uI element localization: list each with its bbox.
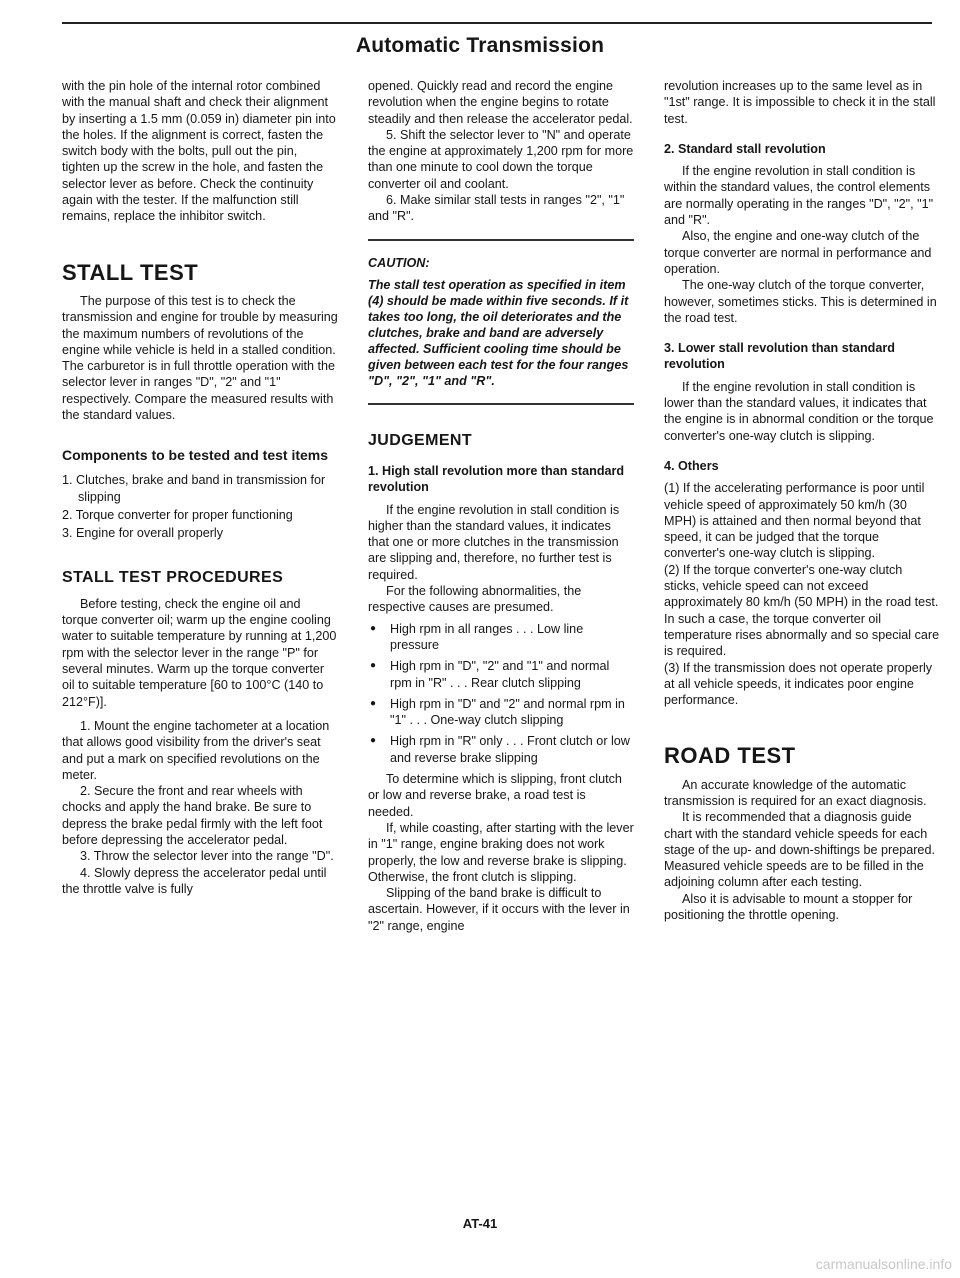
stall-test-heading: STALL TEST [62, 259, 199, 285]
others-item: (3) If the transmission does not operate properly at all vehicle speeds, it indicates poor engine performance. [664, 660, 933, 708]
procedure-step: 3. Throw the selector lever into the range "D". [80, 849, 334, 864]
stall-test-paragraph: The purpose of this test is to check the transmission and engine for trouble by measuring the maximum numbers of revolutions of the engine while vehicle is held in a stalled condition. The carburetor is in full throttle operation with the selector lever in ranges "D", "2" and "1" respectively. Compare the measured results with the standard values. [62, 293, 338, 423]
list-item: ● High rpm in all ranges . . . Low line pressure [368, 621, 634, 654]
column-right [664, 78, 940, 923]
procedures-intro: Before testing, check the engine oil and torque converter oil; warm up the engine cooling water to suitable temperature by running at 1,200 rpm with the selector lever in the range "P" for several minutes. Warm up the torque converter oil to suitable temperature [60 to 100°C (140 to 212°F)]. [62, 596, 337, 709]
procedure-step: 1. Mount the engine tachometer at a location that allows good visibility from the driver's seat and put a mark on specified revolutions on the meter. [62, 718, 330, 782]
continued-paragraph: revolution increases up to the same level as in "1st" range. It is impossible to check it in the stall test. [664, 79, 936, 126]
components-heading: Components to be tested and test items [62, 447, 329, 464]
others-item: (1) If the accelerating performance is poor until vehicle speed of approximately 50 km/h (30 MPH) is attained and then normal beyond that speed, it can be judged that the torque converter's one-way clutch is slipping. [664, 481, 925, 561]
one-way-paragraph: The one-way clutch of the torque converter, however, sometimes sticks. This is determined in the road test. [664, 278, 937, 325]
procedure-step: 2. Secure the front and rear wheels with chocks and apply the hand brake. Be sure to depress the brake pedal firmly with the left foot before depressing the accelerator pedal. [62, 784, 323, 847]
list-item: ● High rpm in "D", "2" and "1" and normal rpm in "R" . . . Rear clutch slipping [368, 658, 634, 691]
components-item: 1. Clutches, brake and band in transmission for slipping [62, 473, 326, 504]
judgement-heading: JUDGEMENT [368, 431, 473, 449]
lower-stall-paragraph: If the engine revolution in stall condition is lower than the standard values, it indicates that the engine is in abnormal condition or the torque converter's one-way clutch is slipping. [664, 379, 934, 443]
also-paragraph: Also, the engine and one-way clutch of the torque converter are normal in performance and operation. [664, 229, 932, 276]
caution-body: The stall test operation as specified in item (4) should be made within five seconds. If it takes too long, the oil deteriorates and the clutches, brake and band are adversely affected. Sufficient cooling time should be given between each test for the four ranges "D", "2", "1" and "R". [368, 277, 629, 388]
determine-paragraph: To determine which is slipping, front clutch or low and reverse brake, a road test is needed. [368, 772, 622, 819]
divider [368, 239, 634, 241]
high-stall-paragraph: If the engine revolution in stall condition is higher than the standard values, it indicates that one or more clutches in the transmission are slipping and, therefore, no further test is required. [368, 502, 620, 582]
procedure-step: 4. Slowly depress the accelerator pedal until the throttle valve is fully [62, 865, 327, 896]
intro-paragraph: with the pin hole of the internal rotor combined with the manual shaft and check their alignment by inserting a 1.5 mm (0.059 in) diameter pin into the holes. If the alignment is correct, fasten the switch body with the bolts, pull out the pin, tighten up the screw in the hole, and fasten the selector lever as before. Check the continuity again with the tester. If the malfunction still remains, replace the inhibitor switch. [62, 79, 336, 224]
procedures-heading: STALL TEST PROCEDURES [62, 568, 284, 586]
road-test-paragraph: Also it is advisable to mount a stopper for positioning the throttle opening. [664, 891, 913, 923]
list-item: ● High rpm in "R" only . . . Front clutch or low and reverse brake slipping [368, 733, 634, 766]
procedure-step: 5. Shift the selector lever to "N" and operate the engine at approximately 1,200 rpm for more than one minute to cool down the torque converter oil and coolant. [368, 127, 634, 191]
band-brake-paragraph: Slipping of the band brake is difficult to ascertain. However, if it occurs with the lever in "2" range, engine [368, 886, 630, 933]
others-heading: 4. Others [664, 458, 719, 473]
caution-heading: CAUTION: [368, 255, 430, 270]
list-item: ● High rpm in "D" and "2" and normal rpm in "1" . . . One-way clutch slipping [368, 696, 634, 729]
page-number: AT-41 [462, 1216, 498, 1231]
road-test-paragraph: It is recommended that a diagnosis guide chart with the standard vehicle speeds for each stage of the up- and down-shiftings be prepared. Measured vehicle speeds are to be filled in the adjoining column after each testing. [664, 810, 935, 890]
top-rule [62, 22, 932, 24]
procedure-step: 6. Make similar stall tests in ranges "2", "1" and "R". [368, 193, 625, 224]
following-paragraph: For the following abnormalities, the respective causes are presumed. [368, 584, 582, 615]
abnormalities-list [368, 621, 634, 766]
column-left [62, 78, 338, 897]
coasting-paragraph: If, while coasting, after starting with the lever in "1" range, engine braking does not work properly, the low and reverse brake is slipping. Otherwise, the front clutch is slipping. [368, 820, 634, 884]
high-stall-heading: 1. High stall revolution more than standard revolution [368, 463, 625, 495]
column-middle [368, 78, 634, 934]
components-item: 2. Torque converter for proper functioning [62, 507, 293, 522]
page-header: Automatic Transmission [355, 34, 605, 57]
lower-stall-heading: 3. Lower stall revolution than standard revolution [664, 341, 895, 372]
standard-stall-heading: 2. Standard stall revolution [664, 141, 826, 156]
components-item: 3. Engine for overall properly [62, 526, 224, 541]
divider [368, 403, 634, 405]
continued-paragraph: opened. Quickly read and record the engine revolution when the engine begins to rotate steadily and then release the accelerator pedal. [368, 79, 633, 126]
components-list [62, 472, 338, 541]
road-test-paragraph: An accurate knowledge of the automatic transmission is required for an exact diagnosis. [664, 777, 927, 808]
road-test-heading: ROAD TEST [664, 743, 796, 769]
others-item: (2) If the torque converter's one-way clutch sticks, vehicle speed can not exceed approximately 80 km/h (50 MPH) in the road test. In such a case, the torque converter oil temperature rises abnormally and so special care is required. [664, 562, 940, 659]
standard-stall-paragraph: If the engine revolution in stall condition is within the standard values, the control elements are normally operating in the ranges "D", "2", "1" and "R". [664, 164, 934, 228]
watermark: carmanualsonline.info [815, 1256, 952, 1272]
